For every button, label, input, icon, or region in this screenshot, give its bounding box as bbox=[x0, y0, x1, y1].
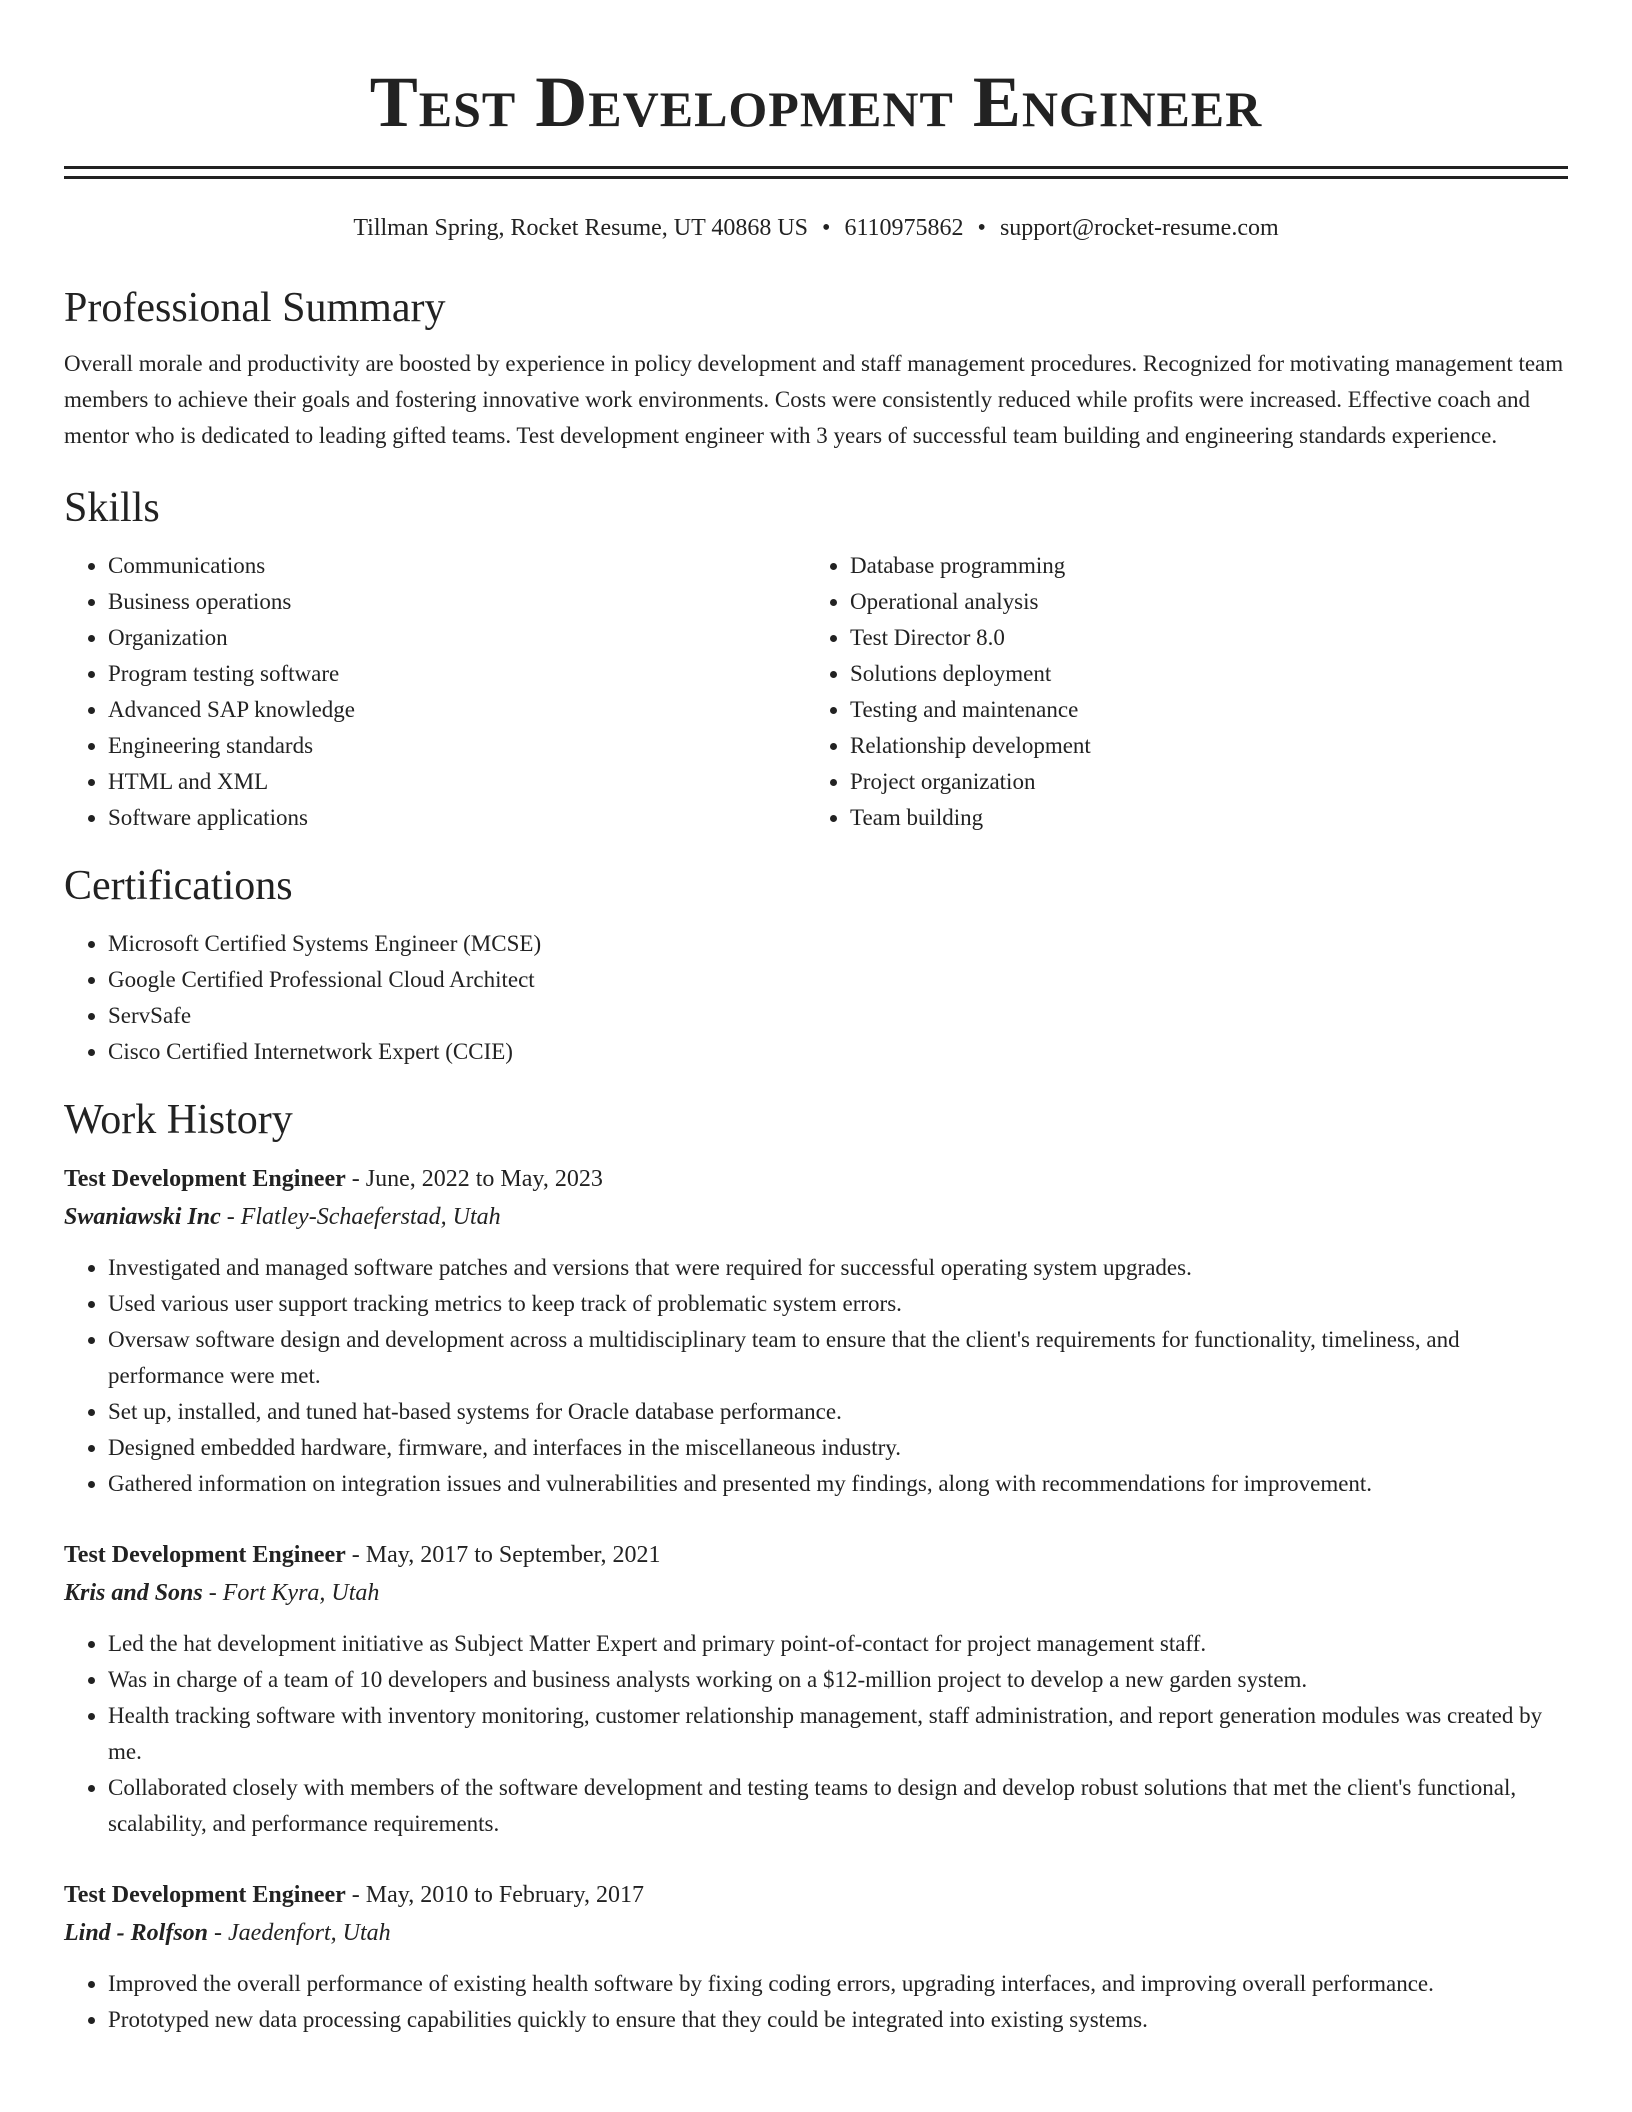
skill-item: • Operational analysis bbox=[850, 584, 1548, 620]
certifications-heading: Certifications bbox=[64, 863, 293, 909]
job-bullet: • Was in charge of a team of 10 developers and business analysts working on a $12-million project to develop a new garden system. bbox=[108, 1662, 1568, 1698]
work-history-heading: Work History bbox=[64, 1097, 293, 1143]
job-bullet: • Improved the overall performance of existing health software by fixing coding errors, upgrading interfaces, and improving overall performance. bbox=[108, 1966, 1568, 2002]
skill-item: • Database programming bbox=[850, 548, 1548, 584]
skills-column-left bbox=[64, 548, 806, 836]
job-bullet: • Investigated and managed software patches and versions that were required for successful operating system upgrades. bbox=[108, 1250, 1568, 1286]
contact-phone: 6110975862 bbox=[844, 215, 964, 241]
certification-item: • Cisco Certified Internetwork Expert (CCIE) bbox=[108, 1034, 1568, 1070]
skill-item: • Communications bbox=[108, 548, 806, 584]
job-dates: - June, 2022 to May, 2023 bbox=[345, 1166, 603, 1192]
certification-item: • Microsoft Certified Systems Engineer (MCSE) bbox=[108, 926, 1568, 962]
certifications-list bbox=[64, 926, 1568, 1070]
skill-item: • Advanced SAP knowledge bbox=[108, 692, 806, 728]
job-title-line bbox=[64, 1536, 1568, 1574]
job-bullet: • Led the hat development initiative as Subject Matter Expert and primary point-of-contact for project management staff. bbox=[108, 1626, 1568, 1662]
job-role: Test Development Engineer bbox=[64, 1542, 346, 1568]
job-location: - Fort Kyra, Utah bbox=[202, 1580, 380, 1606]
job-dates: - May, 2010 to February, 2017 bbox=[345, 1882, 644, 1908]
skill-item: • Project organization bbox=[850, 764, 1548, 800]
skill-item: • Software applications bbox=[108, 800, 806, 836]
skills-heading: Skills bbox=[64, 485, 160, 531]
header-divider bbox=[64, 166, 1568, 179]
job-bullet: • Used various user support tracking metrics to keep track of problematic system errors. bbox=[108, 1286, 1568, 1322]
job-entry bbox=[64, 1160, 1568, 1502]
job-bullets bbox=[64, 1626, 1568, 1842]
skill-item: • Business operations bbox=[108, 584, 806, 620]
resume-name: Test Development Engineer bbox=[369, 62, 1263, 142]
job-company-line bbox=[64, 1198, 1568, 1236]
contact-separator: • bbox=[822, 215, 831, 241]
skill-item: • Program testing software bbox=[108, 656, 806, 692]
summary-heading: Professional Summary bbox=[64, 285, 446, 331]
job-title-line bbox=[64, 1160, 1568, 1198]
skill-item: • Relationship development bbox=[850, 728, 1548, 764]
contact-address: Tillman Spring, Rocket Resume, UT 40868 US bbox=[353, 215, 809, 241]
job-bullet: • Set up, installed, and tuned hat-based systems for Oracle database performance. bbox=[108, 1394, 1568, 1430]
job-location: - Flatley-Schaeferstad, Utah bbox=[220, 1204, 501, 1230]
skill-item: • Organization bbox=[108, 620, 806, 656]
skill-item: • Engineering standards bbox=[108, 728, 806, 764]
job-entry bbox=[64, 1536, 1568, 1842]
job-bullets bbox=[64, 1250, 1568, 1502]
certification-item: • Google Certified Professional Cloud Architect bbox=[108, 962, 1568, 998]
job-bullet: • Prototyped new data processing capabilities quickly to ensure that they could be integrated into existing systems. bbox=[108, 2002, 1568, 2038]
contact-email: support@rocket-resume.com bbox=[999, 215, 1279, 241]
job-dates: - May, 2017 to September, 2021 bbox=[345, 1542, 661, 1568]
summary-text: Overall morale and productivity are boosted by experience in policy development and staff management procedures. Recognized for motivating management team members to achieve their goals and fostering innovative work environments. Costs were consistently reduced while profits were increased. Effective coach and mentor who is dedicated to leading gifted teams. Test development engineer with 3 years of successful team building and engineering standards experience. bbox=[64, 351, 1564, 448]
job-location: - Jaedenfort, Utah bbox=[208, 1920, 391, 1946]
job-company-line bbox=[64, 1574, 1568, 1612]
job-company-line bbox=[64, 1914, 1568, 1952]
skills-grid bbox=[64, 548, 1568, 836]
certification-item: • ServSafe bbox=[108, 998, 1568, 1034]
skill-item: • HTML and XML bbox=[108, 764, 806, 800]
contact-line bbox=[64, 212, 1568, 244]
job-role: Test Development Engineer bbox=[64, 1882, 346, 1908]
skills-column-right bbox=[806, 548, 1548, 836]
job-bullet: • Oversaw software design and development across a multidisciplinary team to ensure that the client's requirements for functionality, timeliness, and performance were met. bbox=[108, 1322, 1568, 1394]
job-title-line bbox=[64, 1876, 1568, 1914]
job-role: Test Development Engineer bbox=[64, 1166, 346, 1192]
skill-item: • Testing and maintenance bbox=[850, 692, 1548, 728]
job-bullet: • Designed embedded hardware, firmware, and interfaces in the miscellaneous industry. bbox=[108, 1430, 1568, 1466]
job-bullets bbox=[64, 1966, 1568, 2038]
skill-item: • Test Director 8.0 bbox=[850, 620, 1548, 656]
job-company: Kris and Sons bbox=[64, 1580, 203, 1606]
skill-item: • Solutions deployment bbox=[850, 656, 1548, 692]
job-company: Lind - Rolfson bbox=[64, 1920, 209, 1946]
job-entry bbox=[64, 1876, 1568, 2038]
job-bullet: • Gathered information on integration issues and vulnerabilities and presented my findings, along with recommendations for improvement. bbox=[108, 1466, 1568, 1502]
contact-separator: • bbox=[977, 215, 986, 241]
job-company: Swaniawski Inc bbox=[64, 1204, 221, 1230]
job-bullet: • Collaborated closely with members of the software development and testing teams to design and develop robust solutions that met the client's functional, scalability, and performance requirements. bbox=[108, 1770, 1568, 1842]
skill-item: • Team building bbox=[850, 800, 1548, 836]
job-bullet: • Health tracking software with inventory monitoring, customer relationship management, staff administration, and report generation modules was created by me. bbox=[108, 1698, 1568, 1770]
